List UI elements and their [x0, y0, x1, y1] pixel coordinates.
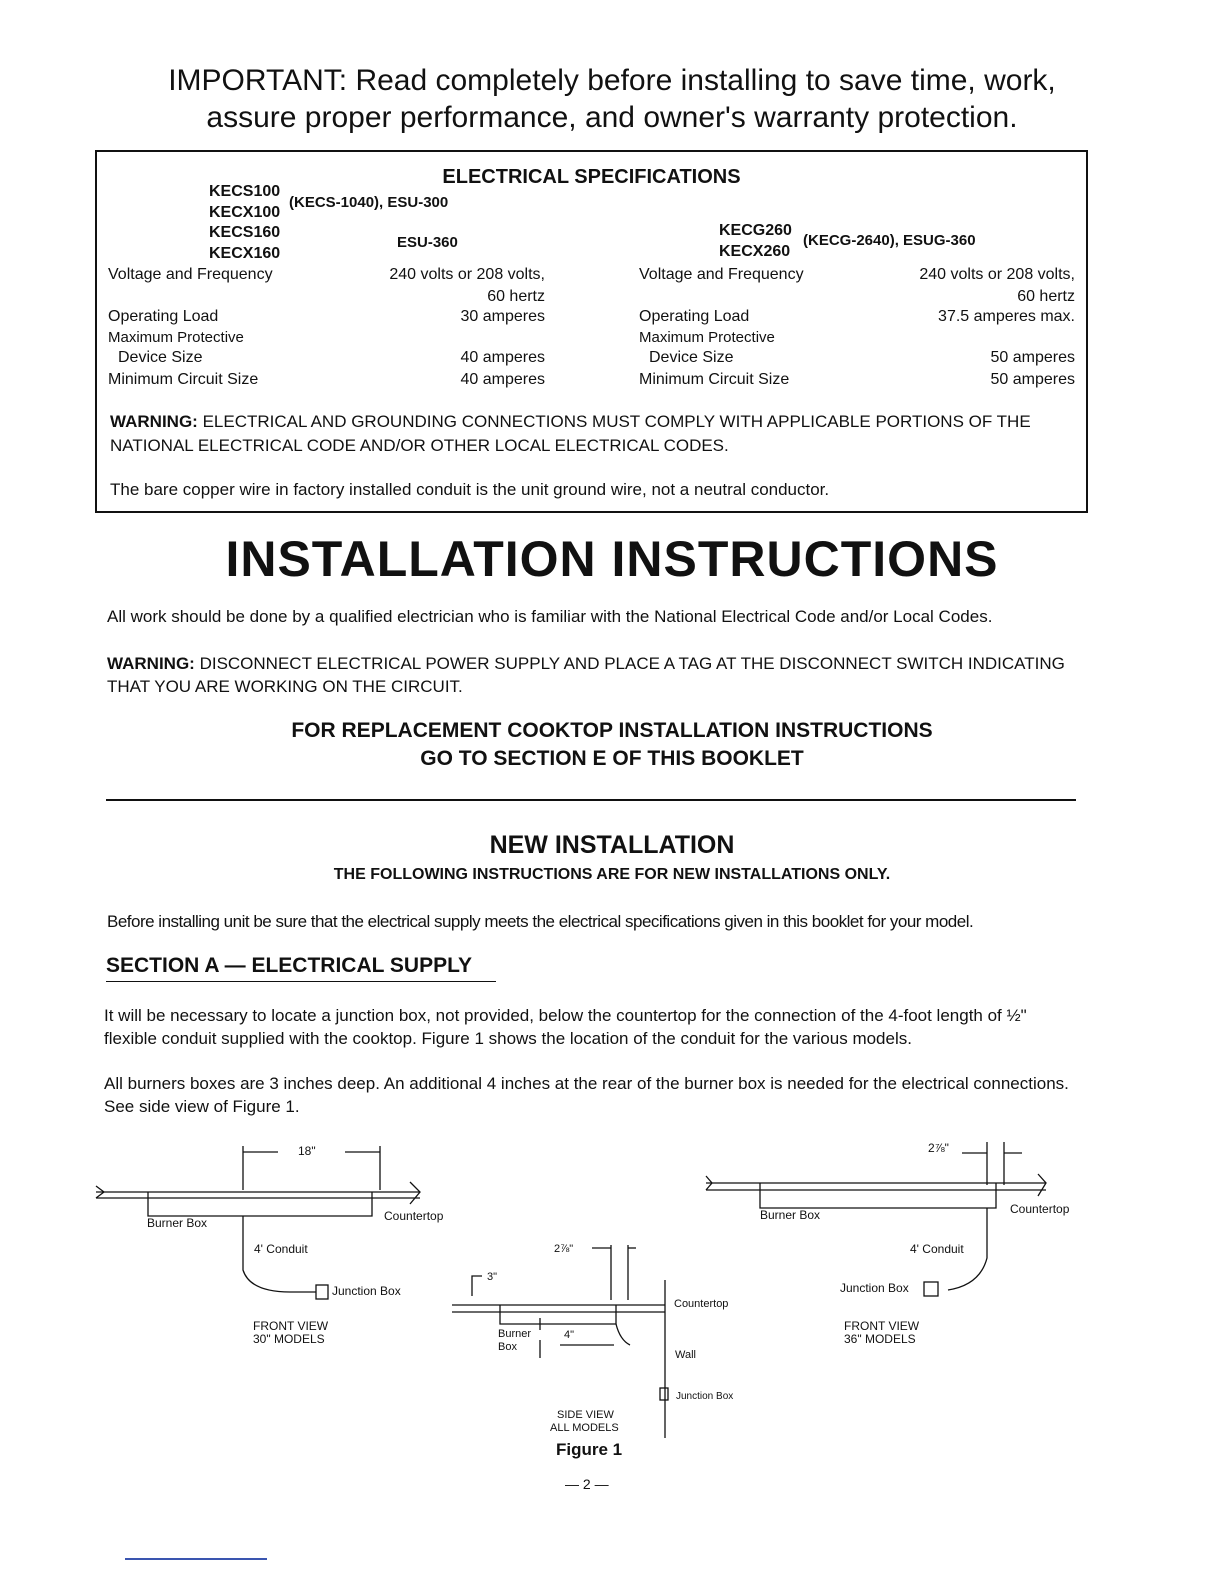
left-mpd-value: 40 amperes [460, 349, 545, 366]
left-mcs-label: Minimum Circuit Size [108, 371, 259, 388]
right-load-label: Operating Load [639, 308, 750, 325]
right-voltage-value: 240 volts or 208 volts, [919, 266, 1075, 283]
left-voltage-label: Voltage and Frequency [108, 266, 273, 283]
specs-warning-label: WARNING: [110, 412, 198, 431]
left-mpd-label-2: Device Size [118, 349, 203, 366]
model-kecs100: KECS100 [209, 183, 281, 200]
left-mcs-value: 40 amperes [460, 371, 545, 388]
fig-left-countertop: Countertop [384, 1209, 444, 1223]
model-kecs160: KECS160 [209, 224, 281, 241]
fig-left-dim-18: 18" [298, 1144, 316, 1158]
left-voltage-value: 240 volts or 208 volts, [389, 266, 545, 283]
model-alt-300: (KECS-1040), ESU-300 [289, 194, 449, 211]
left-frequency-value: 60 hertz [487, 288, 545, 305]
model-kecx100: KECX100 [209, 204, 281, 221]
ground-wire-note: The bare copper wire in factory installed conduit is the unit ground wire, not a neutral conductor. [110, 480, 830, 499]
fig-mid-view-2: ALL MODELS [550, 1422, 619, 1434]
qualified-electrician-note: All work should be done by a qualified electrician who is familiar with the National Electrical Code and/or Local Codes. [107, 607, 993, 626]
installation-instructions-title: INSTALLATION INSTRUCTIONS [225, 531, 999, 587]
section-a-paragraph-1: It will be necessary to locate a junction box, not provided, below the countertop for the connection of the 4-foot length of ½" flexible conduit supplied with the cooktop. Figure 1 shows the location of the conduit for the various models. [104, 1006, 1027, 1048]
section-a-paragraph-2: All burners boxes are 3 inches deep. An additional 4 inches at the rear of the burner box is needed for the electrical connections. See side view of Figure 1. [104, 1074, 1069, 1116]
fig-mid-dim-3: 3" [487, 1271, 498, 1283]
fig-mid-dim-4: 4" [564, 1329, 575, 1341]
figure-1-caption: Figure 1 [556, 1440, 623, 1459]
right-voltage-label: Voltage and Frequency [639, 266, 804, 283]
fig-right-conduit: 4' Conduit [910, 1242, 964, 1256]
fig-left-view-1: FRONT VIEW [253, 1319, 329, 1333]
right-frequency-value: 60 hertz [1017, 288, 1075, 305]
specs-warning-text: ELECTRICAL AND GROUNDING CONNECTIONS MUST COMPLY WITH APPLICABLE PORTIONS OF THE NATIONAL ELECTRICAL CODE AND/OR OTHER LOCAL ELECTRICAL CODES. [110, 412, 1031, 455]
fig-mid-wall: Wall [675, 1349, 696, 1361]
front-view-30-drawing [96, 1146, 420, 1299]
left-load-label: Operating Load [108, 308, 219, 325]
page-number: — 2 — [565, 1476, 609, 1492]
fig-mid-burner-1: Burner [498, 1328, 532, 1340]
right-mcs-label: Minimum Circuit Size [639, 371, 790, 388]
fig-left-view-2: 30" MODELS [253, 1332, 325, 1346]
fig-right-view-2: 36" MODELS [844, 1332, 916, 1346]
front-view-36-drawing [706, 1142, 1046, 1296]
fig-right-junction-box: Junction Box [840, 1281, 909, 1295]
fig-left-conduit: 4' Conduit [254, 1242, 308, 1256]
fig-right-countertop: Countertop [1010, 1202, 1070, 1216]
important-line-2: assure proper performance, and owner's warranty protection. [206, 101, 1018, 134]
replacement-line-2: GO TO SECTION E OF THIS BOOKLET [420, 747, 804, 770]
footer-rule [125, 1558, 267, 1560]
fig-left-burner-box: Burner Box [147, 1216, 208, 1230]
section-a-heading: SECTION A — ELECTRICAL SUPPLY [106, 954, 496, 982]
model-alt-2640: (KECG-2640), ESUG-360 [803, 232, 976, 249]
left-mpd-label-1: Maximum Protective [108, 329, 244, 346]
fig-right-dim: 2⅞" [928, 1141, 949, 1155]
specs-title: ELECTRICAL SPECIFICATIONS [442, 166, 741, 188]
fig-right-view-1: FRONT VIEW [844, 1319, 920, 1333]
fig-left-junction-box: Junction Box [332, 1284, 401, 1298]
fig-right-burner-box: Burner Box [760, 1208, 821, 1222]
right-mpd-value: 50 amperes [990, 349, 1075, 366]
fig-mid-junction-box: Junction Box [676, 1391, 734, 1402]
model-kecg260: KECG260 [719, 222, 792, 239]
disconnect-warning-label: WARNING: [107, 654, 195, 673]
model-alt-360: ESU-360 [397, 234, 458, 251]
fig-mid-burner-2: Box [498, 1341, 517, 1353]
replacement-line-1: FOR REPLACEMENT COOKTOP INSTALLATION INSTRUCTIONS [291, 719, 933, 742]
fig-mid-countertop: Countertop [674, 1298, 729, 1310]
right-mpd-label-2: Device Size [649, 349, 734, 366]
fig-mid-dim-top: 2⅞" [554, 1243, 574, 1255]
model-kecx260: KECX260 [719, 243, 791, 260]
right-load-value: 37.5 amperes max. [938, 308, 1075, 325]
right-mcs-value: 50 amperes [990, 371, 1075, 388]
important-line-1: IMPORTANT: Read completely before installing to save time, work, [168, 64, 1056, 97]
new-installation-subtitle: THE FOLLOWING INSTRUCTIONS ARE FOR NEW INSTALLATIONS ONLY. [333, 866, 891, 883]
left-load-value: 30 amperes [460, 308, 545, 325]
disconnect-warning-text: DISCONNECT ELECTRICAL POWER SUPPLY AND PLACE A TAG AT THE DISCONNECT SWITCH INDICATING THAT YOU ARE WORKING ON THE CIRCUIT. [107, 654, 1065, 696]
new-installation-title: NEW INSTALLATION [489, 831, 735, 859]
model-kecx160: KECX160 [209, 245, 281, 262]
before-installing-note: Before installing unit be sure that the electrical supply meets the electrical specifications given in this booklet for your model. [107, 912, 974, 931]
right-mpd-label-1: Maximum Protective [639, 329, 775, 346]
fig-mid-view-1: SIDE VIEW [557, 1409, 614, 1421]
